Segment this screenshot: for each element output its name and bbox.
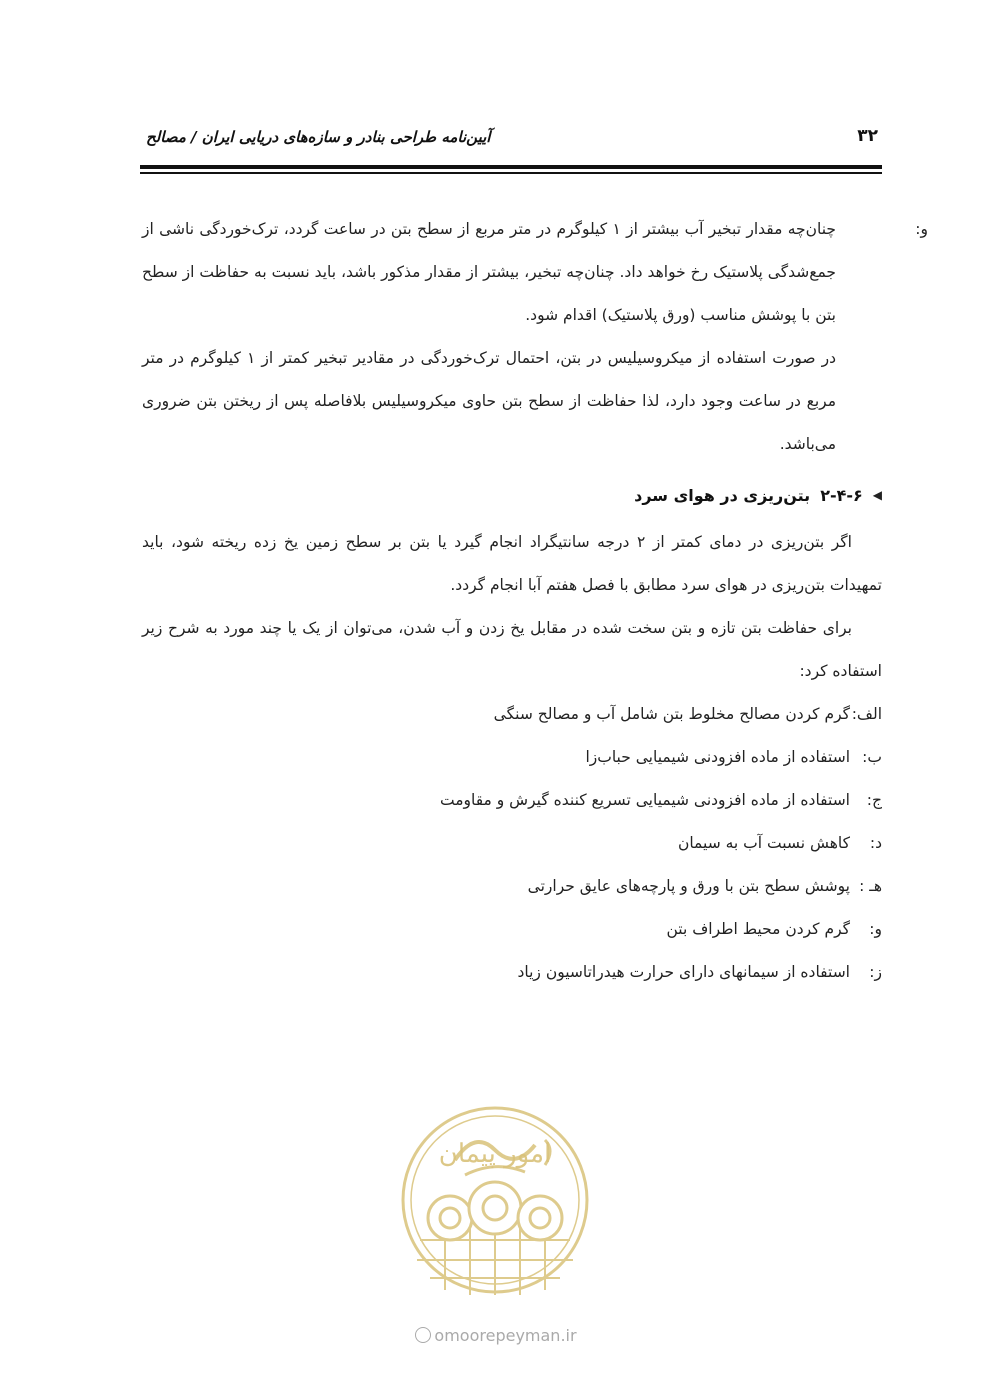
section-heading — [142, 474, 882, 517]
watermark-logo — [395, 1100, 595, 1310]
list-text: کاهش نسبت آب به سیمان — [677, 834, 850, 852]
list-item — [142, 908, 882, 951]
list-marker: و: — [869, 920, 882, 938]
list-text: گرم کردن محیط اطراف بتن — [666, 920, 850, 938]
list-item — [142, 693, 882, 736]
list-item — [142, 951, 882, 994]
header-rule-thick — [140, 165, 882, 169]
list-item — [142, 779, 882, 822]
body-content — [142, 208, 928, 994]
measures-list — [142, 693, 882, 994]
watermark-logo-text: امور پیمان — [438, 1139, 552, 1169]
section-title: بتن‌ریزی در هوای سرد — [634, 486, 811, 505]
globe-icon — [415, 1327, 431, 1343]
paragraph: در صورت استفاده از میکروسیلیس در بتن، احتمال ترک‌خوردگی در مقادیر تبخیر کمتر از ۱ کیلوگرم در متر مربع در ساعت وجود دارد، لذا حفاظت از سطح بتن حاوی میکروسیلیس بلافاصله پس از ریختن بتن ضروری می‌باشد. — [142, 349, 836, 453]
list-text: استفاده از ماده افزودنی شیمیایی تسریع کننده گیرش و مقاومت — [439, 791, 850, 809]
list-marker: الف: — [851, 705, 882, 723]
page-number: ۳۲ — [857, 126, 878, 146]
list-marker: ز: — [869, 963, 882, 981]
paragraph: چنان‌چه مقدار تبخیر آب بیشتر از ۱ کیلوگرم در متر مربع از سطح بتن در ساعت گردد، ترک‌خوردگی ناشی از جمع‌شدگی پلاستیک رخ خواهد داد. چنان‌چه تبخیر، بیشتر از مقدار مذکور باشد، باید نسبت به حفاظت از سطح بتن با پوشش مناسب (ورق پلاستیک) اقدام شود. — [142, 220, 836, 324]
list-text: استفاده از ماده افزودنی شیمیایی حباب‌زا — [585, 748, 850, 766]
watermark-url: omoorepeyman.ir — [0, 1326, 992, 1345]
item-vav — [142, 208, 928, 466]
list-text: گرم کردن مصالح مخلوط بتن شامل آب و مصالح سنگی — [493, 705, 850, 723]
section-number: ۲-۴-۶ — [820, 486, 863, 505]
paragraph: برای حفاظت بتن تازه و بتن سخت شده در مقابل یخ زدن و آب شدن، می‌توان از یک یا چند مورد به شرح زیر استفاده کرد: — [142, 619, 882, 680]
list-item — [142, 865, 882, 908]
list-marker: ج: — [866, 791, 882, 809]
header-rule-thin — [140, 172, 882, 174]
list-item — [142, 822, 882, 865]
list-text: استفاده از سیمانهای دارای حرارت هیدراتاسیون زیاد — [517, 963, 850, 981]
item-marker: و: — [915, 220, 928, 238]
triangle-bullet-icon: ◀ — [872, 488, 882, 502]
list-marker: ب: — [862, 748, 882, 766]
paragraph: اگر بتن‌ریزی در دمای کمتر از ۲ درجه سانتیگراد انجام گیرد یا بتن بر سطح زمین یخ زده ریخته شود، باید تمهیدات بتن‌ریزی در هوای سرد مطابق با فصل هفتم آبا انجام گردد. — [142, 533, 882, 594]
running-header-title: آیین‌نامه طراحی بنادر و سازه‌های دریایی ایران / مصالح — [146, 128, 491, 146]
list-item — [142, 736, 882, 779]
list-marker: د: — [869, 834, 882, 852]
list-marker: هـ : — [859, 877, 882, 895]
list-text: پوشش سطح بتن با ورق و پارچه‌های عایق حرارتی — [527, 877, 850, 895]
